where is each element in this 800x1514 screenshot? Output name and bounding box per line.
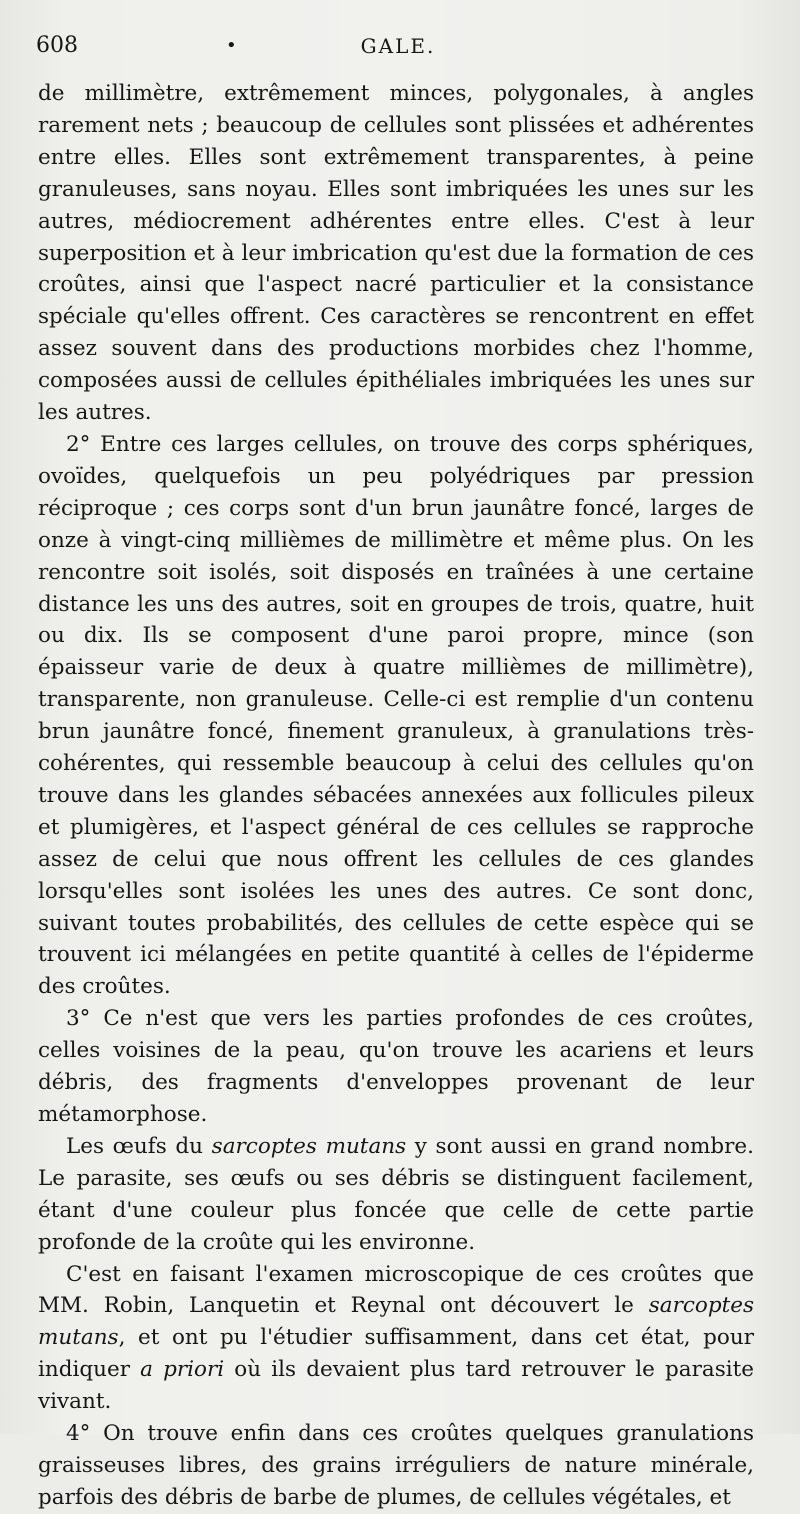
text-run: y sont aussi en grand nombre. Le parasite, ses œufs ou ses débris se distinguent facilement, étant d'une couleur plus foncée que celle de cette partie profonde de la croûte qui les environne. bbox=[38, 1133, 754, 1255]
paragraph bbox=[38, 78, 754, 429]
text-run: , et ont pu l'étudier suffisamment, dans cet état, pour indiquer bbox=[38, 1325, 754, 1383]
running-title: GALE. bbox=[360, 34, 436, 58]
header-bullet: • bbox=[226, 35, 237, 56]
paragraph bbox=[38, 1131, 754, 1259]
paragraph bbox=[38, 1418, 754, 1514]
text-run: 2° Entre ces larges cellules, on trouve des corps sphériques, ovoïdes, quelquefois un peu polyédriques par pression réciproque ; ces corps sont d'un brun jaunâtre foncé, larges de onze à vingt-cinq millièmes de millimètre et même plus. On les rencontre soit isolés, soit disposés en traînées à une certaine distance les uns des autres, soit en groupes de trois, quatre, huit ou dix. Ils se composent d'une paroi propre, mince (son épaisseur varie de deux à quatre millièmes de millimètre), transparente, non granuleuse. Celle-ci est remplie d'un contenu brun jaunâtre foncé, finement granuleux, à granulations très-cohérentes, qui ressemble beaucoup à celui des cellules qu'on trouve dans les glandes sébacées annexées aux follicules pileux et plumigères, et l'aspect général de ces cellules se rapproche assez de celui que nous offrent les cellules de ces glandes lorsqu'elles sont isolées les unes des autres. Ce sont donc, suivant toutes probabilités, des cellules de cette espèce qui se trouvent ici mélangées en petite quantité à celles de l'épiderme des croûtes. bbox=[38, 431, 754, 1000]
running-head bbox=[36, 28, 760, 64]
paragraph bbox=[38, 1259, 754, 1419]
text-run: Les œufs du bbox=[66, 1133, 212, 1159]
italic-term: a priori bbox=[140, 1357, 225, 1383]
text-run: C'est en faisant l'examen microscopique de ces croûtes que MM. Robin, Lanquetin et Reynal ont découvert le bbox=[38, 1261, 754, 1319]
paragraph bbox=[38, 1003, 754, 1131]
text-run: 4° On trouve enfin dans ces croûtes quelques granulations graisseuses libres, des grains irréguliers de nature minérale, parfois des débris de barbe de plumes, de cellules végétales, et bbox=[38, 1421, 754, 1510]
paragraph bbox=[38, 429, 754, 1003]
text-run: de millimètre, extrêmement minces, polygonales, à angles rarement nets ; beaucoup de cellules sont plissées et adhérentes entre elles. Elles sont extrêmement transparentes, à peine granuleuses, sans noyau. Elles sont imbriquées les unes sur les autres, médiocrement adhérentes entre elles. C'est à leur superposition et à leur imbrication qu'est due la formation de ces croûtes, ainsi que l'aspect nacré particulier et la consistance spéciale qu'elles offrent. Ces caractères se rencontrent en effet assez souvent dans des productions morbides chez l'homme, composées aussi de cellules épithéliales imbriquées les unes sur les autres. bbox=[38, 81, 754, 426]
body-text bbox=[38, 78, 754, 1514]
text-run: 3° Ce n'est que vers les parties profondes de ces croûtes, celles voisines de la peau, qu'on trouve les acariens et leurs débris, des fragments d'enveloppes provenant de leur métamorphose. bbox=[38, 1006, 754, 1127]
page-number: 608 bbox=[36, 33, 78, 58]
text-run: où ils devaient plus tard retrouver le parasite vivant. bbox=[38, 1357, 754, 1415]
italic-term: sarcoptes mutans bbox=[38, 1293, 754, 1351]
italic-term: sarcoptes mutans bbox=[211, 1133, 407, 1159]
